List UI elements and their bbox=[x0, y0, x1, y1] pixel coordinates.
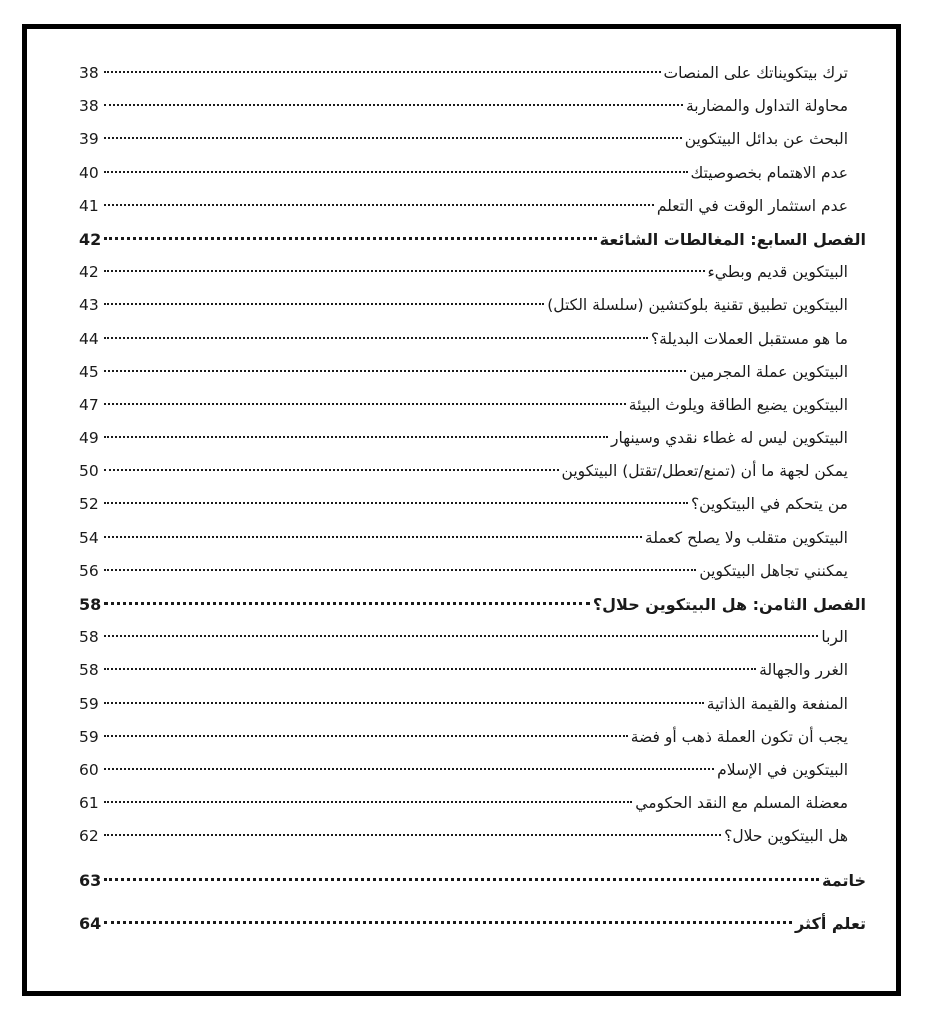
toc-entry-title: البحث عن بدائل البيتكوين bbox=[684, 130, 848, 149]
toc-entry-page: 38 bbox=[79, 64, 99, 82]
toc-chapter-page: 58 bbox=[79, 595, 102, 614]
dot-leader bbox=[104, 337, 648, 339]
toc-entry-title: المنفعة والقيمة الذاتية bbox=[706, 694, 848, 713]
dot-leader bbox=[104, 204, 654, 206]
toc-entry-page: 58 bbox=[79, 661, 99, 680]
toc-entry[interactable] bbox=[79, 522, 866, 555]
toc-entry-page: 50 bbox=[79, 462, 99, 481]
toc-entry[interactable] bbox=[79, 256, 866, 289]
toc-entry-title: محاولة التداول والمضاربة bbox=[685, 97, 848, 116]
dot-leader bbox=[104, 635, 818, 637]
toc-entry-title: يجب أن تكون العملة ذهب أو فضة bbox=[630, 727, 848, 746]
toc-entry[interactable] bbox=[79, 157, 866, 190]
toc-entry-page: 40 bbox=[79, 163, 99, 182]
toc-entry-title: يمكن لجهة ما أن (تمنع/تعطل/تقتل) البيتكوين bbox=[561, 462, 848, 481]
dot-leader bbox=[104, 768, 714, 770]
toc-entry[interactable] bbox=[79, 123, 866, 156]
toc-entry-page: 42 bbox=[79, 263, 99, 282]
toc-entry-title: من يتحكم في البيتكوين؟ bbox=[690, 495, 848, 514]
toc-entry-page: 59 bbox=[79, 694, 99, 713]
dot-leader bbox=[104, 237, 596, 240]
toc-entry[interactable] bbox=[79, 190, 866, 223]
toc-entry[interactable] bbox=[79, 57, 866, 90]
toc-chapter-title: خاتمة bbox=[822, 870, 866, 890]
toc-entry-page: 60 bbox=[79, 760, 99, 779]
dot-leader bbox=[104, 137, 682, 139]
page-frame bbox=[22, 24, 901, 996]
toc-entry-page: 39 bbox=[79, 130, 99, 149]
toc-entry-page: 44 bbox=[79, 329, 99, 348]
toc-entry-title: الربا bbox=[821, 628, 848, 647]
toc-chapter-title: الفصل السابع: المغالطات الشائعة bbox=[599, 229, 866, 249]
toc-entry-title: البيتكوين متقلب ولا يصلح كعملة bbox=[644, 528, 848, 547]
toc-entry-title: عدم استثمار الوقت في التعلم bbox=[656, 196, 848, 215]
toc-chapter-page: 63 bbox=[79, 870, 102, 890]
toc-chapter[interactable] bbox=[79, 864, 866, 897]
toc-entry-title: البيتكوين يضيع الطاقة ويلوث البيئة bbox=[628, 395, 848, 414]
toc-entry[interactable] bbox=[79, 488, 866, 521]
toc-entry-page: 47 bbox=[79, 395, 99, 414]
toc-entry-page: 43 bbox=[79, 296, 99, 315]
toc-entry[interactable] bbox=[79, 289, 866, 322]
toc-entry-page: 41 bbox=[79, 196, 99, 215]
toc-entry-page: 49 bbox=[79, 429, 99, 448]
toc-entry[interactable] bbox=[79, 389, 866, 422]
toc-entry[interactable] bbox=[79, 90, 866, 123]
dot-leader bbox=[104, 104, 683, 106]
toc-entry-title: البيتكوين ليس له غطاء نقدي وسينهار bbox=[610, 429, 848, 448]
dot-leader bbox=[104, 834, 721, 836]
toc-entry[interactable] bbox=[79, 621, 866, 654]
toc-entry-title: ما هو مستقبل العملات البديلة؟ bbox=[650, 329, 848, 348]
toc-entry-title: ترك بيتكويناتك على المنصات bbox=[663, 64, 848, 82]
toc-entry-page: 38 bbox=[79, 97, 99, 116]
toc-entry-title: البيتكوين تطبيق تقنية بلوكتشين (سلسلة الكتل) bbox=[547, 296, 848, 315]
toc-chapter-page: 64 bbox=[79, 913, 102, 933]
dot-leader bbox=[104, 469, 559, 471]
toc-entry-title: يمكنني تجاهل البيتكوين bbox=[699, 561, 848, 580]
toc-entry[interactable] bbox=[79, 688, 866, 721]
toc-chapter[interactable] bbox=[79, 907, 866, 940]
dot-leader bbox=[104, 270, 705, 272]
toc-entry-title: الغرر والجهالة bbox=[759, 661, 848, 680]
toc-entry[interactable] bbox=[79, 555, 866, 588]
toc-entry[interactable] bbox=[79, 422, 866, 455]
toc-chapter-title: الفصل الثامن: هل البيتكوين حلال؟ bbox=[592, 595, 866, 614]
toc-entry-page: 56 bbox=[79, 561, 99, 580]
toc-chapter[interactable] bbox=[79, 588, 866, 621]
toc-entry-title: معضلة المسلم مع النقد الحكومي bbox=[635, 794, 848, 813]
toc-entry-page: 61 bbox=[79, 794, 99, 813]
dot-leader bbox=[104, 668, 756, 670]
toc-entry[interactable] bbox=[79, 787, 866, 820]
dot-leader bbox=[104, 735, 628, 737]
toc-entry-page: 54 bbox=[79, 528, 99, 547]
dot-leader bbox=[104, 370, 686, 372]
toc-entry[interactable] bbox=[79, 721, 866, 754]
toc-chapter[interactable] bbox=[79, 223, 866, 256]
toc-entry-title: البيتكوين في الإسلام bbox=[717, 760, 848, 779]
toc-entry-page: 62 bbox=[79, 827, 99, 846]
dot-leader bbox=[104, 171, 688, 173]
toc-chapter-page: 42 bbox=[79, 229, 102, 249]
dot-leader bbox=[104, 702, 704, 704]
toc-entry[interactable] bbox=[79, 323, 866, 356]
toc-entry[interactable] bbox=[79, 455, 866, 488]
dot-leader bbox=[104, 303, 544, 305]
dot-leader bbox=[104, 569, 696, 571]
toc-entry-title: هل البيتكوين حلال؟ bbox=[724, 827, 848, 846]
toc-entry-title: البيتكوين قديم وبطيء bbox=[707, 263, 848, 282]
table-of-contents bbox=[79, 57, 866, 940]
toc-chapter-title: تعلم أكثر bbox=[795, 913, 866, 933]
toc-entry[interactable] bbox=[79, 356, 866, 389]
toc-entry-title: البيتكوين عملة المجرمين bbox=[689, 362, 848, 381]
dot-leader bbox=[104, 921, 792, 924]
toc-entry-page: 58 bbox=[79, 628, 99, 647]
dot-leader bbox=[104, 502, 688, 504]
dot-leader bbox=[104, 801, 632, 803]
toc-entry-page: 59 bbox=[79, 727, 99, 746]
dot-leader bbox=[104, 403, 626, 405]
toc-entry[interactable] bbox=[79, 820, 866, 853]
toc-entry-title: عدم الاهتمام بخصوصيتك bbox=[690, 163, 848, 182]
dot-leader bbox=[104, 436, 608, 438]
toc-entry-page: 52 bbox=[79, 495, 99, 514]
toc-entry[interactable] bbox=[79, 654, 866, 687]
dot-leader bbox=[104, 878, 819, 881]
toc-entry[interactable] bbox=[79, 754, 866, 787]
dot-leader bbox=[104, 602, 590, 605]
toc-entry-page: 45 bbox=[79, 362, 99, 381]
dot-leader bbox=[104, 536, 642, 538]
dot-leader bbox=[104, 71, 661, 73]
